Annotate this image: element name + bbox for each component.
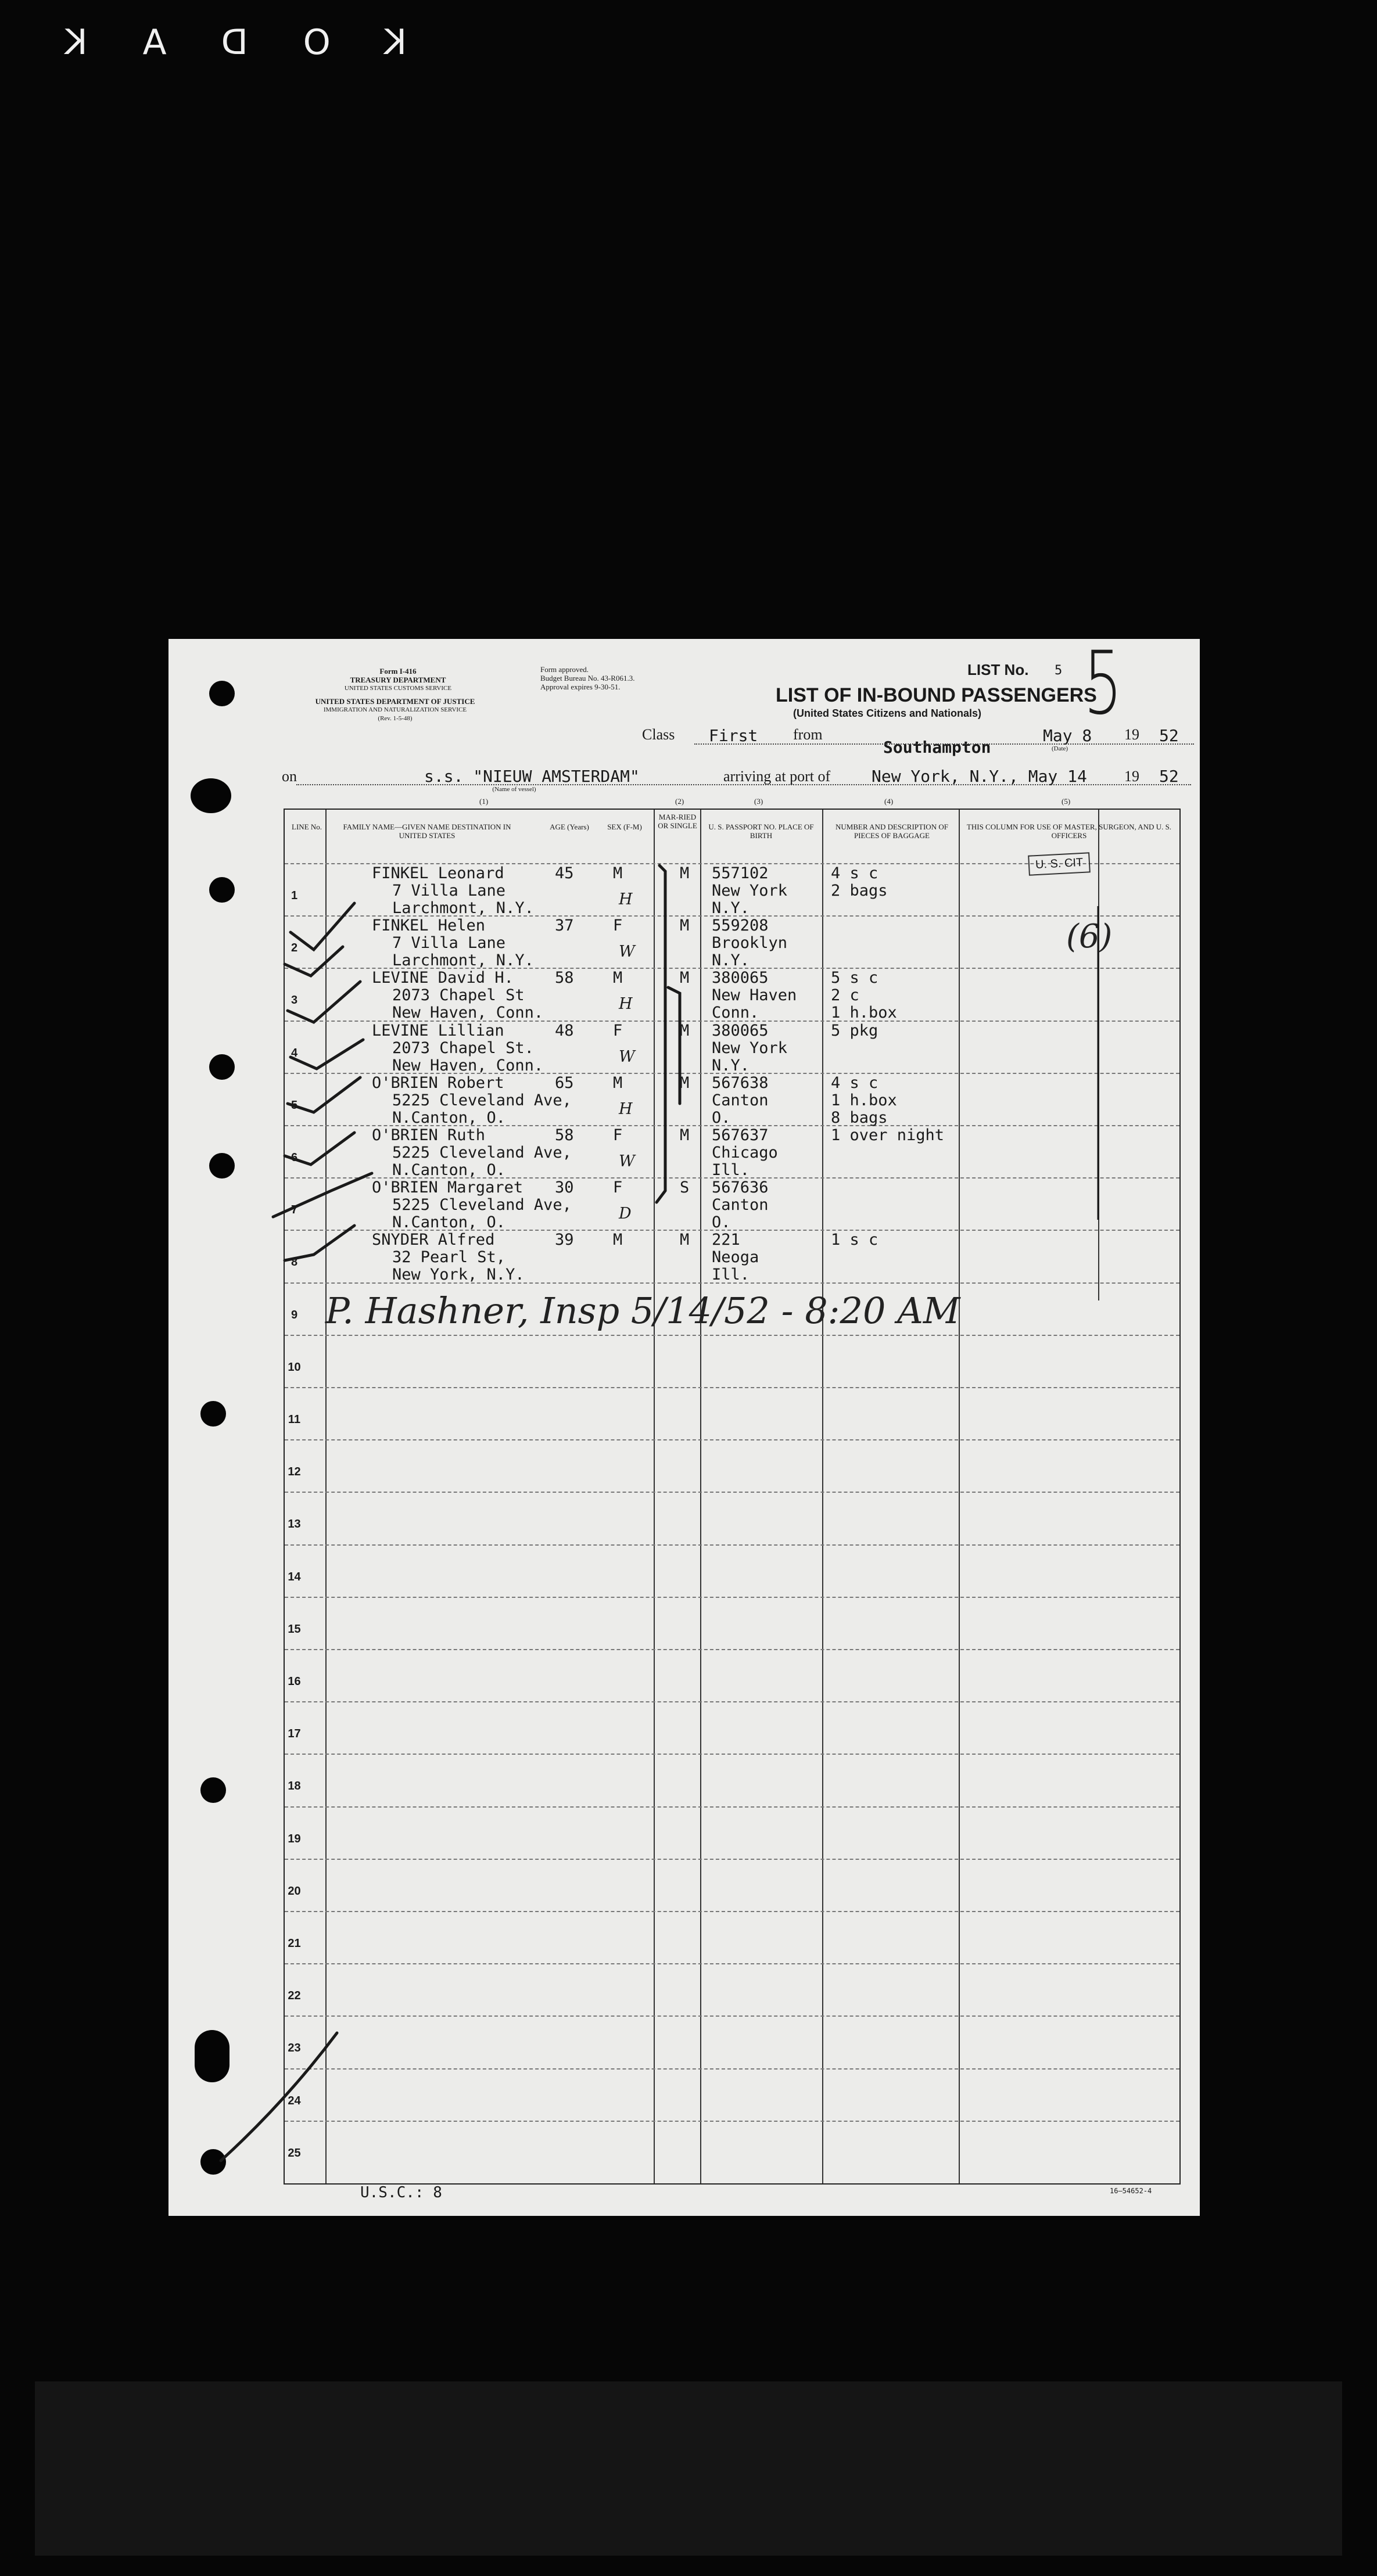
passenger-mark: H — [619, 890, 633, 908]
passenger-sex: M — [613, 969, 623, 987]
line-number: 23 — [288, 2042, 301, 2055]
vessel-label: (Name of vessel) — [492, 786, 536, 793]
passenger-addr2: N.Canton, O. — [392, 1161, 506, 1179]
line-number: 16 — [288, 1675, 301, 1688]
film-base — [35, 2381, 1342, 2556]
passenger-age: 58 — [555, 969, 574, 987]
col-header-sex: SEX (F-M) — [607, 822, 642, 831]
passenger-bag1: 4 s c — [831, 1073, 878, 1092]
passenger-bag1: 5 pkg — [831, 1021, 878, 1040]
passenger-sex: F — [613, 1179, 623, 1197]
arrival-port: New York, N.Y., May 14 — [872, 767, 1087, 786]
approval-line-1: Form approved. — [540, 665, 589, 674]
line-number: 21 — [288, 1937, 301, 1950]
line-number: 15 — [288, 1622, 301, 1636]
passenger-birth2: O. — [712, 1213, 731, 1232]
passenger-married: M — [680, 1073, 690, 1092]
line-number: 25 — [288, 2146, 301, 2160]
arriving-label: arriving at port of — [723, 768, 831, 785]
passenger-name: SNYDER Alfred — [372, 1231, 495, 1249]
col-mark-3: (3) — [754, 797, 763, 806]
class-label: Class — [642, 726, 675, 743]
passenger-name: FINKEL Helen — [372, 917, 486, 935]
passenger-birth2: N.Y. — [712, 899, 750, 917]
passenger-married: S — [680, 1179, 690, 1197]
line-number: 1 — [291, 889, 298, 902]
line-number: 3 — [291, 994, 298, 1007]
passenger-age: 58 — [555, 1126, 574, 1144]
ins-service: IMMIGRATION AND NATURALIZATION SERVICE — [323, 706, 467, 713]
line-number: 4 — [291, 1046, 298, 1059]
col-mark-4: (4) — [884, 797, 894, 806]
passenger-birth1: New York — [712, 1039, 788, 1057]
passenger-birth2: N.Y. — [712, 951, 750, 970]
passenger-addr2: New Haven, Conn. — [392, 1004, 544, 1022]
passenger-birth2: N.Y. — [712, 1056, 750, 1075]
passenger-name: O'BRIEN Ruth — [372, 1126, 486, 1144]
passenger-passport: 557102 — [712, 864, 769, 882]
col-mark-1: (1) — [479, 797, 489, 806]
passenger-addr1: 7 Villa Lane — [392, 882, 506, 900]
list-no-value: 5 — [1055, 663, 1063, 678]
passenger-sex: F — [613, 1126, 623, 1144]
line-number: 5 — [291, 1098, 298, 1112]
passenger-name: FINKEL Leonard — [372, 864, 504, 882]
passenger-addr1: 5225 Cleveland Ave, — [392, 1091, 572, 1109]
passenger-bag3: 8 bags — [831, 1108, 888, 1127]
passenger-addr2: New Haven, Conn. — [392, 1056, 544, 1075]
passenger-passport: 559208 — [712, 917, 769, 935]
passenger-sex: M — [613, 864, 623, 882]
passenger-bag2: 2 c — [831, 986, 859, 1005]
passenger-addr2: N.Canton, O. — [392, 1213, 506, 1232]
passenger-birth1: Brooklyn — [712, 934, 788, 953]
passenger-mark: W — [619, 1047, 635, 1066]
col-mark-5: (5) — [1062, 797, 1071, 806]
passenger-age: 39 — [555, 1231, 574, 1249]
passenger-sex: F — [613, 1021, 623, 1040]
passenger-sex: M — [613, 1231, 623, 1249]
on-label: on — [282, 768, 297, 785]
department: TREASURY DEPARTMENT — [350, 676, 446, 684]
departure-date: May 8 — [1043, 726, 1092, 745]
passenger-addr1: 2073 Chapel St. — [392, 1039, 534, 1057]
passenger-bag2: 2 bags — [831, 882, 888, 900]
passenger-addr1: 5225 Cleveland Ave, — [392, 1144, 572, 1162]
passenger-bag1: 1 over night — [831, 1126, 945, 1144]
passenger-birth2: Conn. — [712, 1004, 759, 1022]
arrival-year: 52 — [1159, 767, 1179, 786]
passenger-birth1: New York — [712, 882, 788, 900]
passenger-bag2: 1 h.box — [831, 1091, 897, 1109]
passenger-addr1: 2073 Chapel St — [392, 986, 525, 1005]
passenger-addr1: 5225 Cleveland Ave, — [392, 1196, 572, 1215]
passenger-passport: 567636 — [712, 1179, 769, 1197]
col-header-line: LINE No. — [292, 822, 322, 831]
passenger-birth1: Chicago — [712, 1144, 778, 1162]
passenger-birth2: Ill. — [712, 1161, 750, 1179]
line-number: 9 — [291, 1308, 298, 1321]
circled-note: (6) — [1066, 918, 1113, 955]
year-value: 52 — [1159, 726, 1179, 745]
list-no-label: LIST No. — [967, 661, 1029, 678]
col-mark-2: (2) — [675, 797, 684, 806]
passenger-addr2: N.Canton, O. — [392, 1108, 506, 1127]
passenger-birth2: O. — [712, 1108, 731, 1127]
arrival-year-prefix: 19 — [1124, 768, 1139, 785]
from-value: Southampton — [883, 738, 991, 757]
approval-line-2: Budget Bureau No. 43-R061.3. — [540, 674, 635, 682]
line-number: 6 — [291, 1151, 298, 1164]
passenger-addr2: New York, N.Y. — [392, 1266, 525, 1284]
passenger-mark: H — [619, 1100, 633, 1118]
passenger-passport: 221 — [712, 1231, 740, 1249]
line-number: 12 — [288, 1465, 301, 1479]
passenger-bag1: 1 s c — [831, 1231, 878, 1249]
line-number: 14 — [288, 1570, 301, 1583]
passenger-mark: D — [619, 1205, 632, 1223]
passenger-age: 65 — [555, 1073, 574, 1092]
passenger-bag1: 4 s c — [831, 864, 878, 882]
footer-left: U.S.C.: 8 — [360, 2184, 442, 2201]
passenger-bag3: 1 h.box — [831, 1004, 897, 1022]
passenger-age: 45 — [555, 864, 574, 882]
passenger-passport: 567638 — [712, 1073, 769, 1092]
passenger-married: M — [680, 864, 690, 882]
passenger-birth1: Neoga — [712, 1248, 759, 1267]
citizen-stamp: U. S. CIT — [1028, 852, 1091, 876]
passenger-sex: F — [613, 917, 623, 935]
passenger-passport: 380065 — [712, 1021, 769, 1040]
passenger-age: 48 — [555, 1021, 574, 1040]
passenger-married: M — [680, 1126, 690, 1144]
big-list-number: 5 — [1084, 633, 1123, 734]
date-label: (Date) — [1052, 745, 1068, 752]
passenger-birth2: Ill. — [712, 1266, 750, 1284]
inspector-signature: P. Hashner, Insp 5/14/52 - 8:20 AM — [325, 1289, 960, 1332]
vessel-name: s.s. "NIEUW AMSTERDAM" — [424, 767, 640, 786]
col-header-married: MAR-RIED OR SINGLE — [658, 813, 697, 830]
col-header-baggage: NUMBER AND DESCRIPTION OF PIECES OF BAGGAGE — [835, 822, 948, 840]
passenger-birth1: Canton — [712, 1091, 769, 1109]
manifest-page — [168, 633, 1200, 2216]
line-number: 2 — [291, 942, 298, 955]
form-number: Form I-416 — [379, 667, 417, 676]
passenger-mark: W — [619, 943, 635, 961]
line-number: 19 — [288, 1832, 301, 1845]
line-number: 17 — [288, 1727, 301, 1741]
line-number: 18 — [288, 1780, 301, 1793]
passenger-passport: 567637 — [712, 1126, 769, 1144]
justice-dept: UNITED STATES DEPARTMENT OF JUSTICE — [315, 697, 475, 706]
page-title: LIST OF IN-BOUND PASSENGERS — [776, 684, 1097, 706]
line-number: 10 — [288, 1360, 301, 1374]
line-number: 24 — [288, 2094, 301, 2107]
line-number: 22 — [288, 1989, 301, 2003]
line-number: 13 — [288, 1518, 301, 1531]
passenger-addr2: Larchmont, N.Y. — [392, 951, 534, 970]
passenger-bag1: 5 s c — [831, 969, 878, 987]
col-header-age: AGE (Years) — [550, 822, 589, 831]
passenger-age: 37 — [555, 917, 574, 935]
passenger-name: LEVINE David H. — [372, 969, 514, 987]
passenger-addr1: 7 Villa Lane — [392, 934, 506, 953]
passenger-name: O'BRIEN Margaret — [372, 1179, 523, 1197]
passenger-mark: H — [619, 995, 633, 1014]
passenger-age: 30 — [555, 1179, 574, 1197]
page-subtitle: (United States Citizens and Nationals) — [793, 707, 982, 719]
passenger-passport: 380065 — [712, 969, 769, 987]
line-number: 8 — [291, 1256, 298, 1269]
approval-line-3: Approval expires 9-30-51. — [540, 682, 621, 691]
passenger-name: O'BRIEN Robert — [372, 1073, 504, 1092]
passenger-married: M — [680, 1231, 690, 1249]
line-number: 20 — [288, 1884, 301, 1898]
passenger-birth1: New Haven — [712, 986, 797, 1005]
col-header-name: FAMILY NAME—GIVEN NAME DESTINATION IN UNITED STATES — [343, 822, 511, 840]
customs-service: UNITED STATES CUSTOMS SERVICE — [344, 685, 452, 692]
passenger-addr1: 32 Pearl St, — [392, 1248, 506, 1267]
film-edge-mark: KODAK — [9, 22, 407, 63]
passenger-married: M — [680, 1021, 690, 1040]
line-number: 7 — [291, 1203, 298, 1217]
passenger-married: M — [680, 917, 690, 935]
passenger-addr2: Larchmont, N.Y. — [392, 899, 534, 917]
passenger-sex: M — [613, 1073, 623, 1092]
form-revision: (Rev. 1-5-48) — [378, 715, 413, 722]
line-number: 11 — [288, 1413, 301, 1426]
footer-right: 16—54652-4 — [1110, 2187, 1152, 2195]
passenger-name: LEVINE Lillian — [372, 1021, 504, 1040]
col-header-passport: U. S. PASSPORT NO. PLACE OF BIRTH — [708, 822, 814, 840]
passenger-birth1: Canton — [712, 1196, 769, 1215]
check-marks — [168, 639, 1200, 2216]
year-prefix: 19 — [1124, 726, 1139, 743]
from-label: from — [793, 726, 823, 743]
passenger-married: M — [680, 969, 690, 987]
class-value: First — [709, 726, 758, 745]
col-header-officers: THIS COLUMN FOR USE OF MASTER, SURGEON, AND U. S. OFFICERS — [966, 822, 1172, 840]
passenger-mark: W — [619, 1152, 635, 1170]
